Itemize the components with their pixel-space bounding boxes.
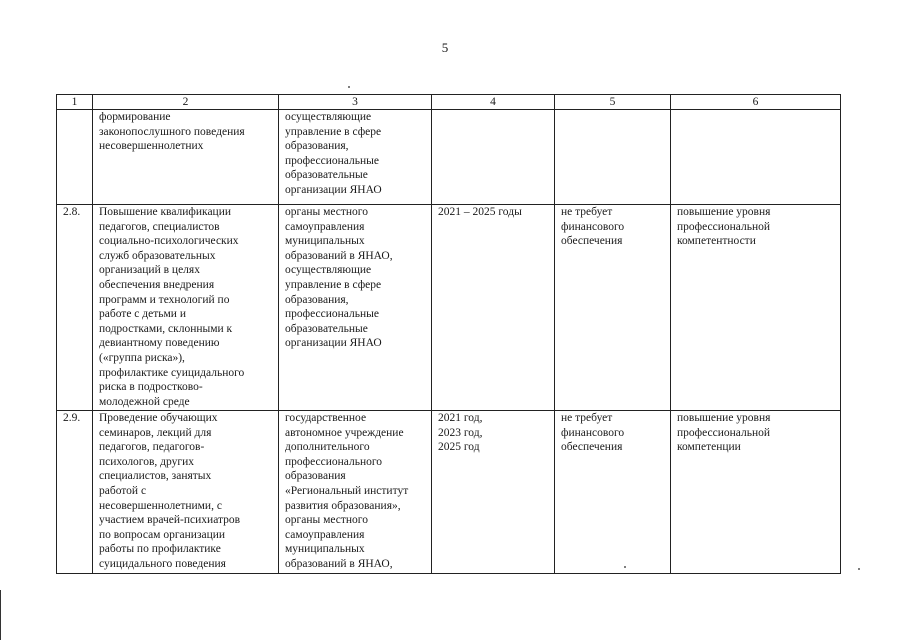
table-row xyxy=(57,110,841,205)
activity-cell: Повышение квалификации педагогов, специалистов социально-психологических служб образовательных организаций в целях обеспечения внедрения программ и технологий по работе с детьми и подростками, склонными к девиантному поведению («группа риска»), профилактике суицидального риска в подростково- молодежной среде xyxy=(93,205,279,411)
table-header xyxy=(57,95,841,110)
header-row xyxy=(57,95,841,110)
result-cell: повышение уровня профессиональной компетенции xyxy=(671,411,841,574)
funding-cell: не требует финансового обеспечения xyxy=(555,411,671,574)
column-header-3: 3 xyxy=(279,95,432,110)
funding-cell: не требует финансового обеспечения xyxy=(555,205,671,411)
scan-edge xyxy=(0,590,1,640)
page-number: 5 xyxy=(441,40,449,55)
row-number: 2.9. xyxy=(57,411,93,574)
column-header-2: 2 xyxy=(93,95,279,110)
result-cell xyxy=(671,110,841,205)
result-cell: повышение уровня профессиональной компетентности xyxy=(671,205,841,411)
term-cell: 2021 год, 2023 год, 2025 год xyxy=(432,411,555,574)
table-row xyxy=(57,205,841,411)
scan-speck xyxy=(858,568,860,570)
executors-cell: органы местного самоуправления муниципальных образований в ЯНАО, осуществляющие управление в сфере образования, профессиональные образовательные организации ЯНАО xyxy=(279,205,432,411)
column-header-1: 1 xyxy=(57,95,93,110)
column-header-5: 5 xyxy=(555,95,671,110)
funding-cell xyxy=(555,110,671,205)
column-header-4: 4 xyxy=(432,95,555,110)
measures-table xyxy=(56,94,841,574)
row-number: 2.8. xyxy=(57,205,93,411)
column-header-6: 6 xyxy=(671,95,841,110)
scan-speck xyxy=(624,566,626,568)
executors-cell: осуществляющие управление в сфере образования, профессиональные образовательные организации ЯНАО xyxy=(279,110,432,205)
scan-speck xyxy=(348,86,350,88)
table-row xyxy=(57,411,841,574)
term-cell xyxy=(432,110,555,205)
executors-cell: государственное автономное учреждение дополнительного профессионального образования «Региональный институт развития образования», органы местного самоуправления муниципальных образований в ЯНАО, xyxy=(279,411,432,574)
activity-cell: формирование законопослушного поведения несовершеннолетних xyxy=(93,110,279,205)
term-cell: 2021 – 2025 годы xyxy=(432,205,555,411)
row-number xyxy=(57,110,93,205)
activity-cell: Проведение обучающих семинаров, лекций для педагогов, педагогов- психологов, других специалистов, занятых работой с несовершеннолетними, с участием врачей-психиатров по вопросам организации работы по профилактике суицидального поведения xyxy=(93,411,279,574)
table-body xyxy=(57,110,841,574)
